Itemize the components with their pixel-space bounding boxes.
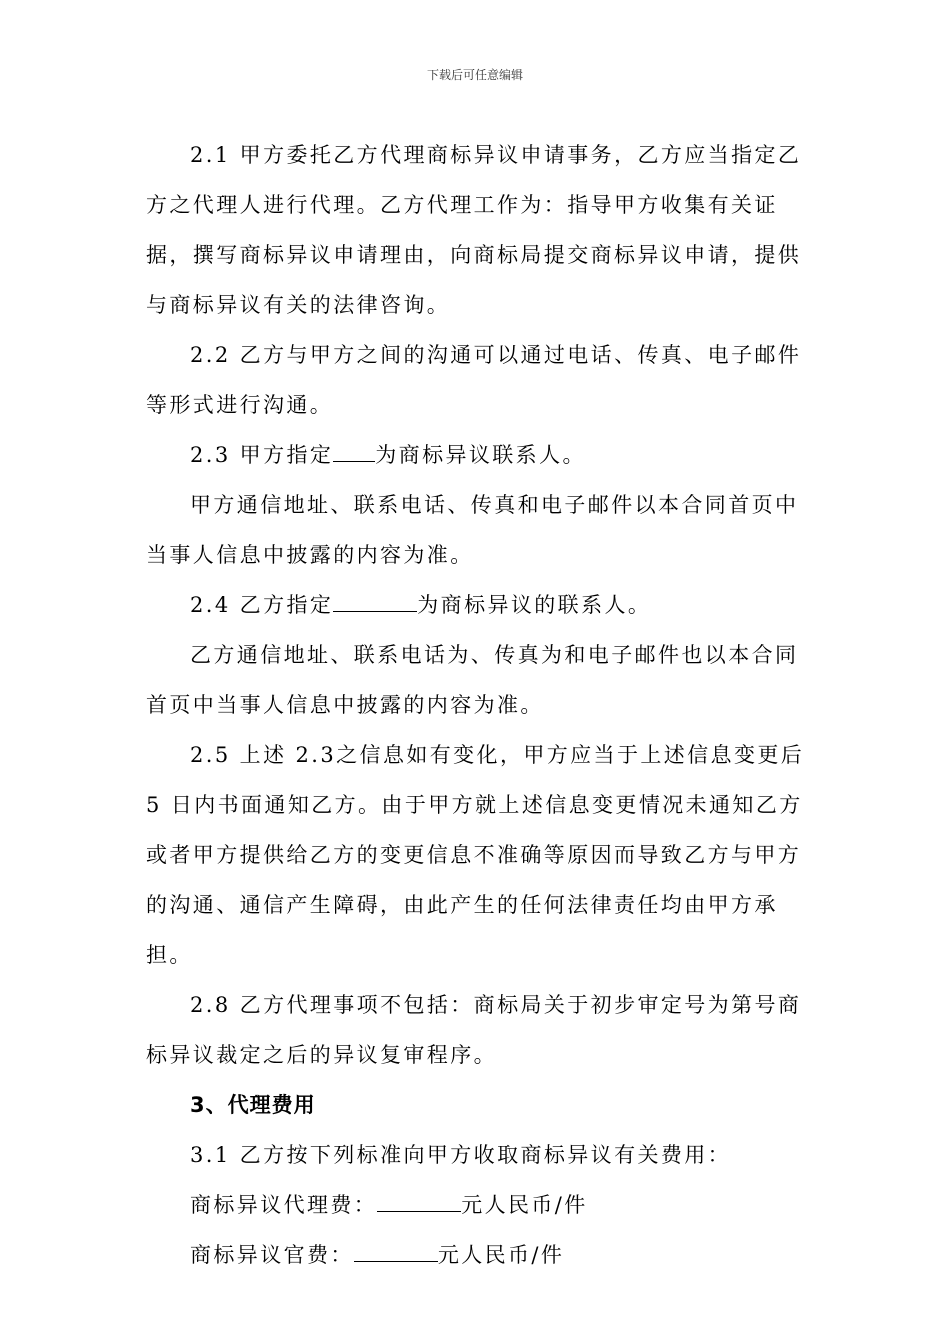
clause-2-1: 2.1 甲方委托乙方代理商标异议申请事务，乙方应当指定乙方之代理人进行代理。乙方代理工作为：指导甲方收集有关证据，撰写商标异议申请理由，向商标局提交商标异议申请，提供与商标异议有关的法律咨询。 [146,143,802,317]
page-header: 下载后可任意编辑 [426,68,523,82]
clause-2-4-suffix: 为商标异议的联系人。 [417,593,652,617]
fee-agency-unit: 元人民币/件 [461,1193,588,1217]
contact-blank-party-b[interactable] [333,591,417,612]
clause-2-3 [146,430,816,480]
clause-2-4-note: 乙方通信地址、联系电话为、传真为和电子邮件也以本合同首页中当事人信息中披露的内容为准。 [146,643,799,717]
clause-2-8: 2.8 乙方代理事项不包括：商标局关于初步审定号为第号商标异议裁定之后的异议复审程序。 [146,993,802,1067]
fee-agency-blank[interactable] [377,1191,461,1212]
clause-2-4-prefix: 2.4 乙方指定 [190,593,334,617]
clause-2-5: 2.5 上述 2.3之信息如有变化，甲方应当于上述信息变更后 5 日内书面通知乙方。由于甲方就上述信息变更情况未通知乙方或者甲方提供给乙方的变更信息不准确等原因而导致乙方与甲方的沟通、通信产生障碍，由此产生的任何法律责任均由甲方承担。 [146,743,805,967]
fee-agency-label: 商标异议代理费： [190,1193,378,1217]
fee-official-label: 商标异议官费： [190,1243,354,1267]
contact-blank-party-a[interactable] [333,441,375,462]
clause-2-2: 2.2 乙方与甲方之间的沟通可以通过电话、传真、电子邮件等形式进行沟通。 [146,343,802,417]
fee-agency [146,1180,816,1230]
clause-2-3-prefix: 2.3 甲方指定 [190,443,334,467]
document-body [146,130,816,1280]
fee-official-unit: 元人民币/件 [437,1243,565,1267]
fee-official-blank[interactable] [354,1241,438,1262]
clause-2-3-note: 甲方通信地址、联系电话、传真和电子邮件以本合同首页中当事人信息中披露的内容为准。 [146,493,799,567]
fee-official [146,1230,816,1280]
clause-3-1: 3.1 乙方按下列标准向甲方收取商标异议有关费用： [190,1143,732,1167]
section-3-heading: 3、代理费用 [190,1093,316,1117]
clause-2-4 [146,580,816,630]
clause-2-3-suffix: 为商标异议联系人。 [375,443,586,467]
